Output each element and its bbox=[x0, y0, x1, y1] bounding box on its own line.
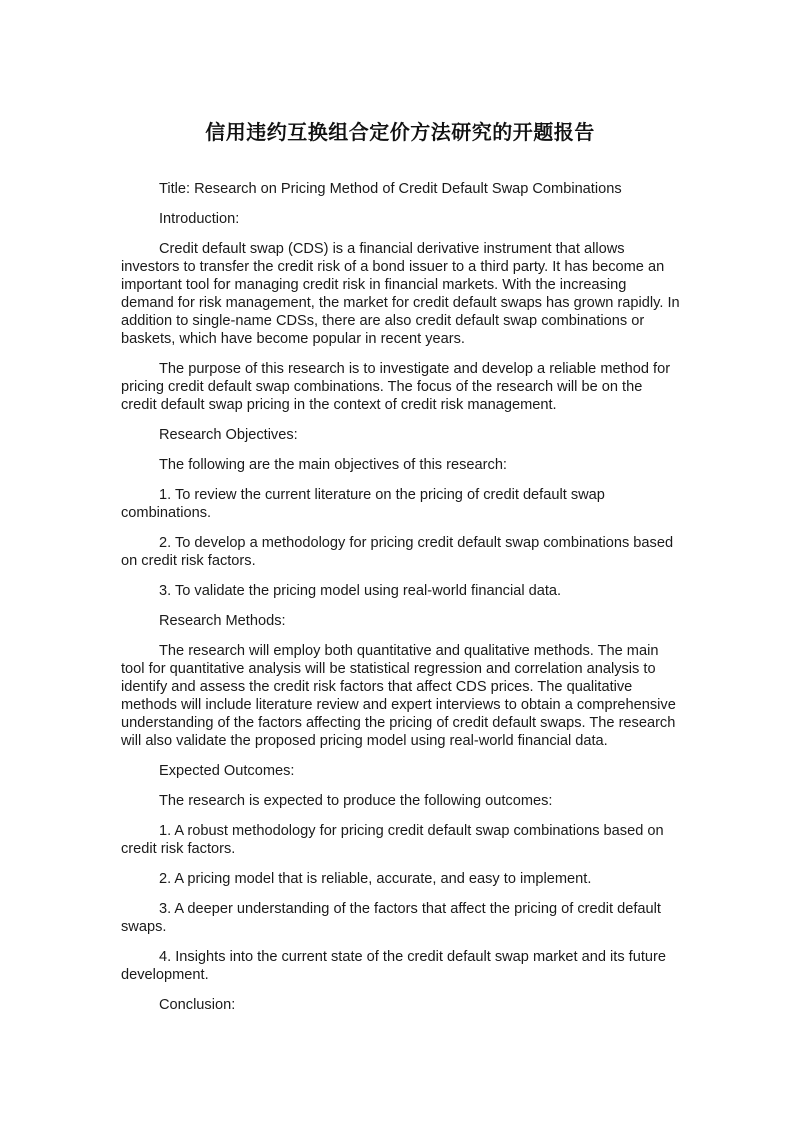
list-item: 2. A pricing model that is reliable, accurate, and easy to implement. bbox=[159, 871, 592, 887]
section-heading-conclusion: Conclusion: bbox=[159, 997, 236, 1013]
document-body bbox=[121, 180, 681, 1026]
section-heading-objectives: Research Objectives: bbox=[159, 427, 298, 443]
section-heading-outcomes: Expected Outcomes: bbox=[159, 763, 295, 779]
body-paragraph: The purpose of this research is to investigate and develop a reliable method for pricing credit default swap combinations. The focus of the research will be on the credit default swap pricing in the context of credit risk management. bbox=[121, 361, 671, 413]
body-paragraph: The following are the main objectives of this research: bbox=[159, 457, 507, 473]
section-heading-methods: Research Methods: bbox=[159, 613, 286, 629]
list-item: 3. To validate the pricing model using real-world financial data. bbox=[159, 583, 562, 599]
body-paragraph: Credit default swap (CDS) is a financial derivative instrument that allows investors to transfer the credit risk of a bond issuer to a third party. It has become an important tool for managing credit risk in financial markets. With the increasing demand for risk management, the market for credit default swaps has grown rapidly. In addition to single-name CDSs, there are also credit default swap combinations or baskets, which have become popular in recent years. bbox=[121, 241, 680, 347]
title-line: Title: Research on Pricing Method of Credit Default Swap Combinations bbox=[159, 181, 622, 197]
list-item: 2. To develop a methodology for pricing credit default swap combinations based on credit risk factors. bbox=[121, 535, 674, 569]
document-title: 信用违约互换组合定价方法研究的开题报告 bbox=[205, 120, 595, 144]
list-item: 4. Insights into the current state of the credit default swap market and its future development. bbox=[121, 949, 666, 983]
list-item: 1. A robust methodology for pricing credit default swap combinations based on credit risk factors. bbox=[121, 823, 664, 857]
body-paragraph: The research is expected to produce the following outcomes: bbox=[159, 793, 553, 809]
section-heading-introduction: Introduction: bbox=[159, 211, 240, 227]
body-paragraph: The research will employ both quantitative and qualitative methods. The main tool for quantitative analysis will be statistical regression and correlation analysis to identify and assess the credit risk factors that affect CDS prices. The qualitative methods will include literature review and expert interviews to obtain a comprehensive understanding of the factors affecting the pricing of credit default swaps. The research will also validate the proposed pricing model using real-world financial data. bbox=[121, 643, 676, 749]
list-item: 3. A deeper understanding of the factors that affect the pricing of credit default swaps. bbox=[121, 901, 661, 935]
list-item: 1. To review the current literature on the pricing of credit default swap combinations. bbox=[121, 487, 605, 521]
